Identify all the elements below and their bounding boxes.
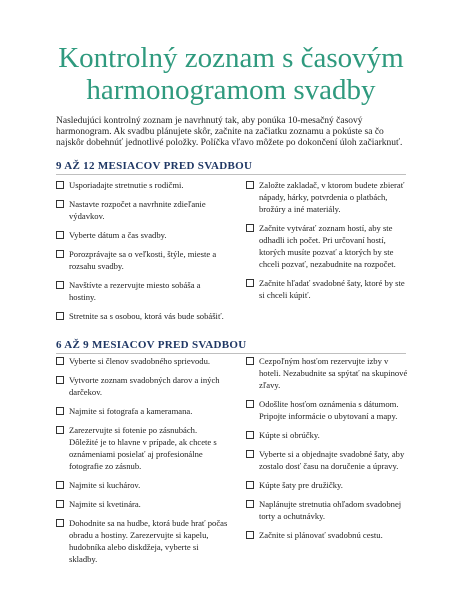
- checklist-item: [246, 529, 412, 541]
- checklist-item: [56, 248, 228, 272]
- section-2-right-column: [246, 355, 412, 548]
- checklist-item-label: Najmite si kuchárov.: [69, 480, 141, 490]
- checklist-item: [246, 479, 412, 491]
- checklist-item-label: Vyberte si členov svadobného sprievodu.: [69, 356, 211, 366]
- checkbox[interactable]: [56, 312, 64, 320]
- checklist-item: [246, 179, 412, 215]
- page-title: Kontrolný zoznam s časovým harmonogramom svadby: [58, 42, 404, 106]
- checkbox[interactable]: [246, 181, 254, 189]
- checklist-item: [56, 374, 228, 398]
- section-1-left-column: [56, 179, 228, 329]
- checklist-item: [56, 229, 228, 241]
- checklist-item-label: Kúpte šaty pre družičky.: [259, 480, 343, 490]
- checkbox[interactable]: [56, 519, 64, 527]
- checklist-item-label: Dohodnite sa na hudbe, ktorá bude hrať počas obradu a hostiny. Zarezervujte si kapelu, hudobníka alebo diskdžeja, vyberte si skladby.: [69, 518, 228, 564]
- checklist-item-label: Porozprávajte sa o veľkosti, štýle, mieste a rozsahu svadby.: [69, 249, 217, 271]
- checklist-item: [56, 355, 228, 367]
- checkbox[interactable]: [56, 281, 64, 289]
- section-1-right-column: [246, 179, 412, 308]
- checkbox[interactable]: [56, 250, 64, 258]
- checklist-item-label: Najmite si kvetinára.: [69, 499, 141, 509]
- section-heading-6-9: 6 AŽ 9 MESIACOV PRED SVADBOU: [56, 339, 247, 351]
- intro-paragraph: Nasledujúci kontrolný zoznam je navrhnutý tak, aby ponúka 10-mesačný časový harmonogram. Ak svadbu plánujete skôr, začnite na začiatku zoznamu a pokúste sa čo najskôr dobehnúť jednotlivé položky. Políčka vľavo môžete po dokončení úloh začiarknuť.: [56, 116, 403, 148]
- checklist-item-label: Stretnite sa s osobou, ktorá vás bude sobášiť.: [69, 311, 224, 321]
- checklist-item-label: Začnite hľadať svadobné šaty, ktoré by ste si chceli kúpiť.: [259, 278, 405, 300]
- checklist-item-label: Cezpoľným hosťom rezervujte izby v hoteli. Nezabudnite sa spýtať na skupinové zľavy.: [259, 356, 408, 390]
- checklist-item-label: Vyberte dátum a čas svadby.: [69, 230, 167, 240]
- checklist-item: [56, 424, 228, 472]
- checklist-item: [56, 498, 228, 510]
- checkbox[interactable]: [56, 200, 64, 208]
- checklist-item-label: Kúpte si obrúčky.: [259, 430, 320, 440]
- checklist-item-label: Nastavte rozpočet a navrhnite zdieľanie výdavkov.: [69, 199, 206, 221]
- section-heading-9-12: 9 AŽ 12 MESIACOV PRED SVADBOU: [56, 160, 253, 172]
- checkbox[interactable]: [56, 407, 64, 415]
- checklist-item: [246, 398, 412, 422]
- checklist-item: [246, 429, 412, 441]
- checkbox[interactable]: [246, 531, 254, 539]
- checklist-item-label: Vytvorte zoznam svadobných darov a iných darčekov.: [69, 375, 220, 397]
- checkbox[interactable]: [56, 181, 64, 189]
- checkbox[interactable]: [246, 400, 254, 408]
- checklist-item: [56, 198, 228, 222]
- checklist-item-label: Usporiadajte stretnutie s rodičmi.: [69, 180, 184, 190]
- checklist-item: [56, 517, 228, 565]
- checklist-item: [56, 279, 228, 303]
- checklist-item: [56, 479, 228, 491]
- checklist-item-label: Začnite si plánovať svadobnú cestu.: [259, 530, 383, 540]
- checklist-item-label: Zarezervujte si fotenie po zásnubách. Dôležité je to hlavne v prípade, ak chcete s oznámeniami posielať aj profesionálne fotografie zo zásnub.: [69, 425, 217, 471]
- checklist-item: [246, 222, 412, 270]
- checklist-item: [56, 405, 228, 417]
- section-divider: [56, 353, 406, 354]
- checkbox[interactable]: [56, 426, 64, 434]
- checkbox[interactable]: [246, 450, 254, 458]
- checklist-item-label: Naplánujte stretnutia ohľadom svadobnej torty a ochutnávky.: [259, 499, 402, 521]
- checklist-item-label: Vyberte si a objednajte svadobné šaty, aby zostalo dosť času na doručenie a úpravy.: [259, 449, 405, 471]
- checkbox[interactable]: [56, 357, 64, 365]
- checklist-item-label: Navštívte a rezervujte miesto sobáša a hostiny.: [69, 280, 201, 302]
- checklist-item-label: Odošlite hosťom oznámenia s dátumom. Pripojte informácie o ubytovaní a mapy.: [259, 399, 399, 421]
- checkbox[interactable]: [246, 357, 254, 365]
- checkbox[interactable]: [246, 431, 254, 439]
- section-2-left-column: [56, 355, 228, 572]
- checklist-item: [56, 310, 228, 322]
- checkbox[interactable]: [56, 376, 64, 384]
- checklist-item-label: Založte zakladač, v ktorom budete zbierať nápady, hárky, potvrdenia o platbách, brožúry a iné materiály.: [259, 180, 405, 214]
- section-divider: [56, 174, 406, 175]
- checklist-item: [56, 179, 228, 191]
- checkbox[interactable]: [56, 481, 64, 489]
- checkbox[interactable]: [246, 279, 254, 287]
- checklist-item: [246, 355, 412, 391]
- checkbox[interactable]: [246, 481, 254, 489]
- checkbox[interactable]: [246, 500, 254, 508]
- checkbox[interactable]: [246, 224, 254, 232]
- checklist-item: [246, 498, 412, 522]
- checklist-item-label: Začnite vytvárať zoznam hostí, aby ste odhadli ich počet. Pri určovaní hostí, ktorých musíte pozvať a ktorých by ste chceli pozvať, nezabudnite na rozpočet.: [259, 223, 396, 269]
- checklist-item: [246, 448, 412, 472]
- checklist-item-label: Najmite si fotografa a kameramana.: [69, 406, 193, 416]
- checkbox[interactable]: [56, 500, 64, 508]
- checkbox[interactable]: [56, 231, 64, 239]
- checklist-item: [246, 277, 412, 301]
